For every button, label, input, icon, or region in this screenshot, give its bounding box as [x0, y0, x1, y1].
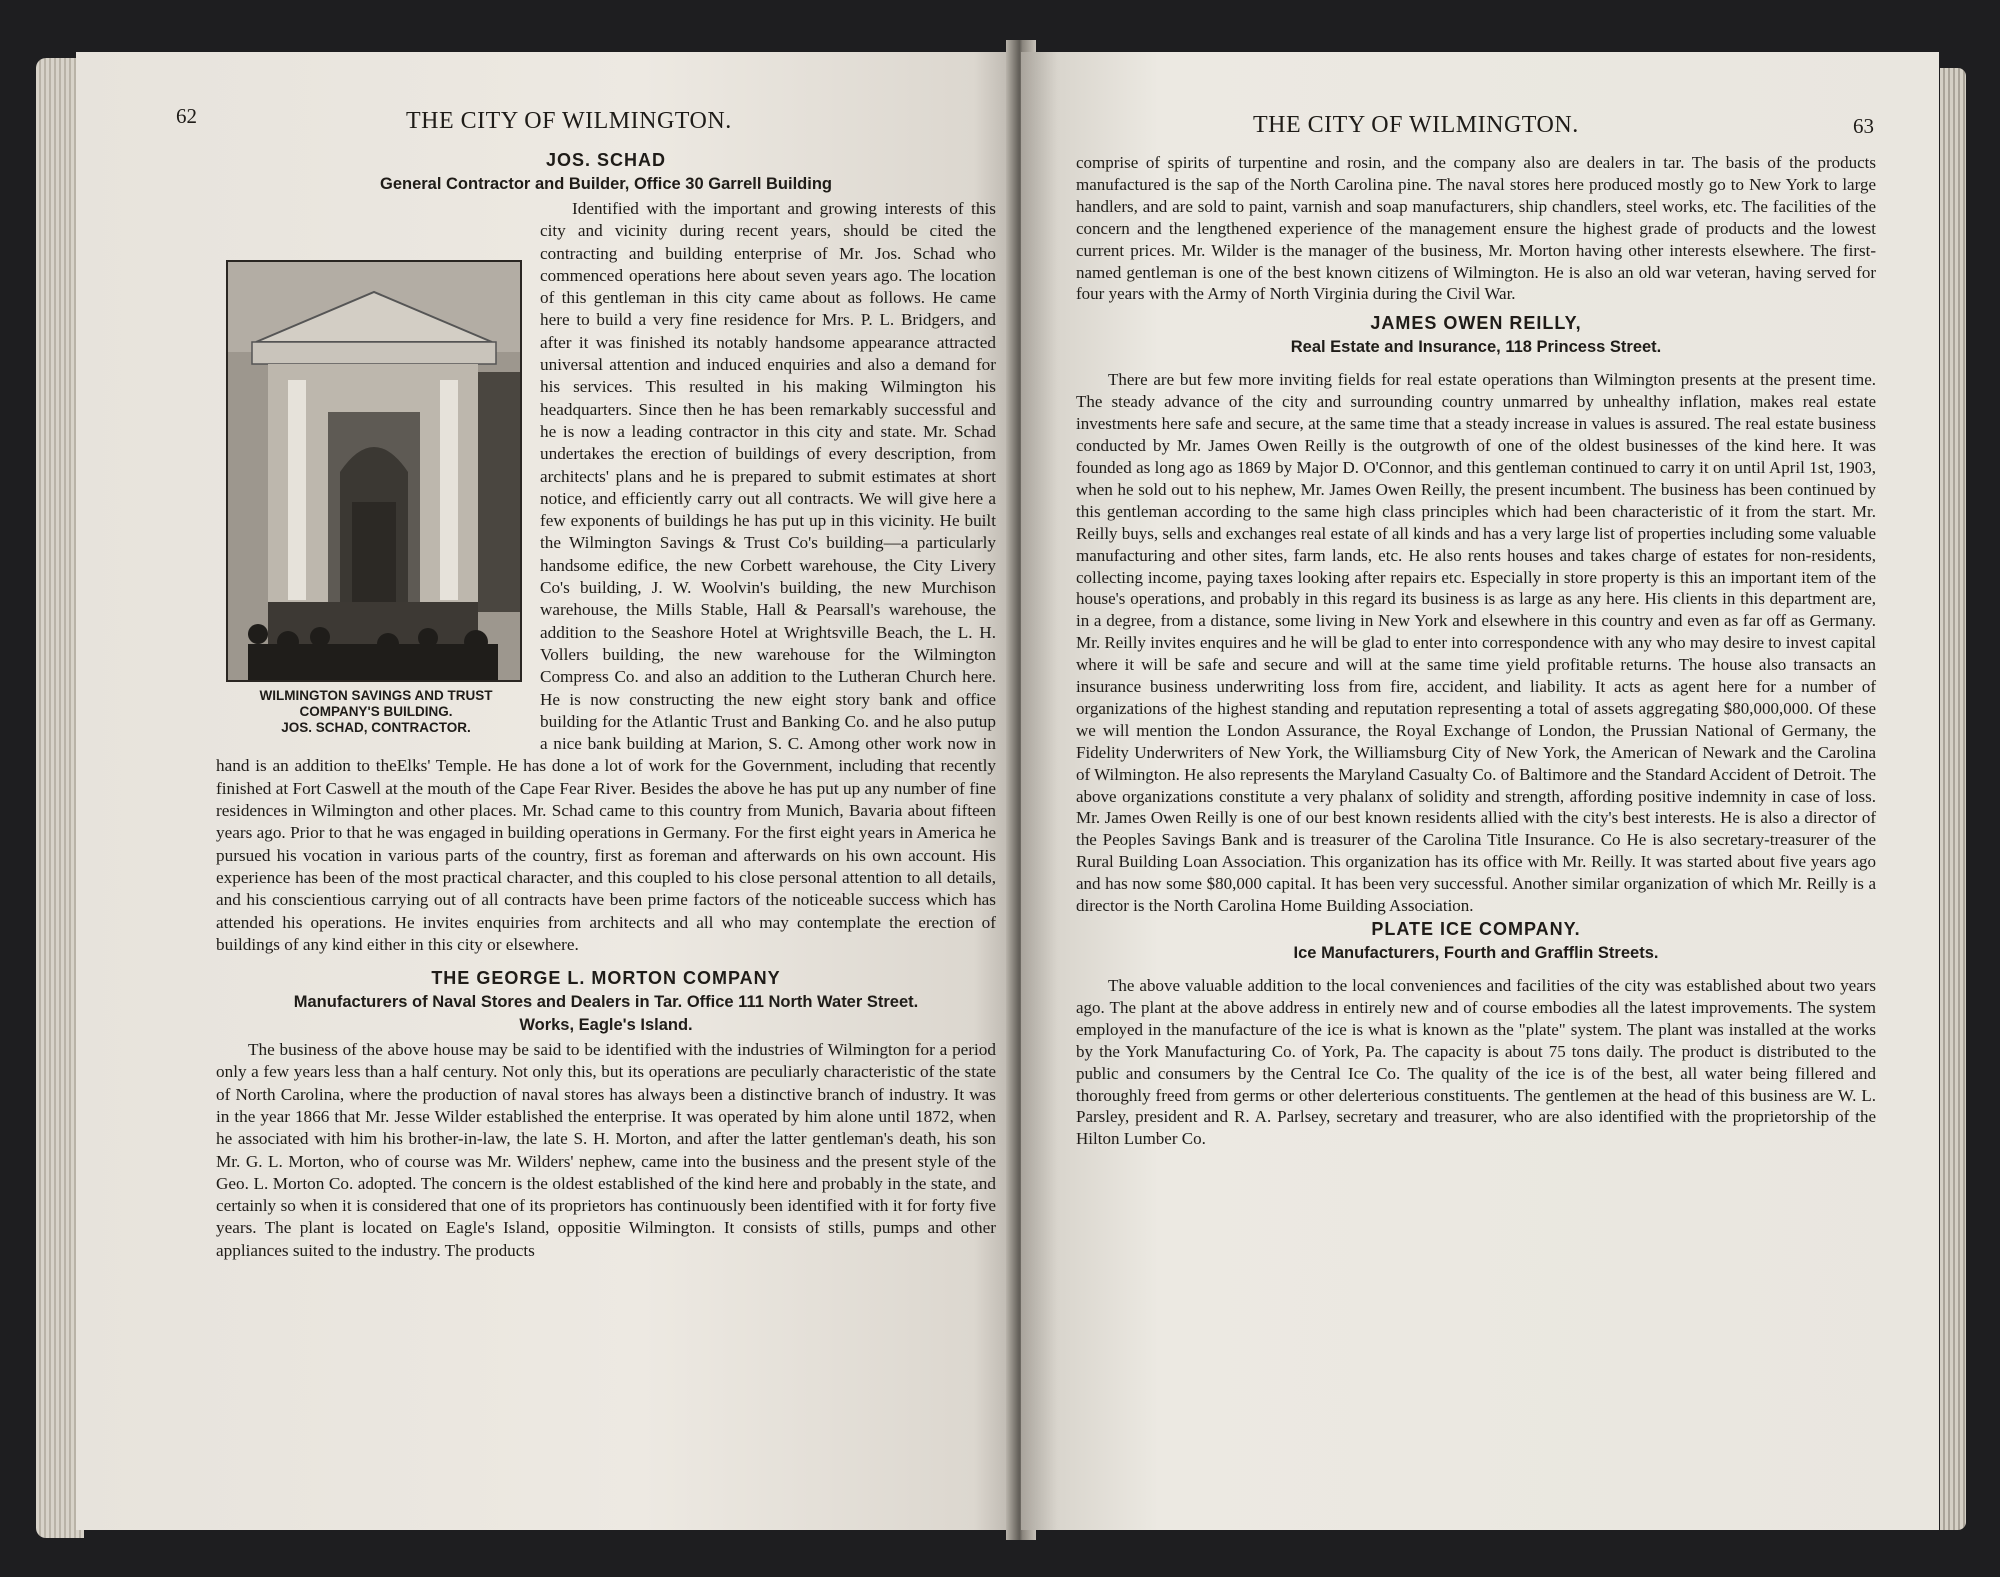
page-number: 63	[1853, 114, 1874, 138]
section-heading: JAMES OWEN REILLY,	[1370, 313, 1582, 334]
body-paragraph: The above valuable addition to the local conveniences and facilities of the city was established about two years ago. The plant at the above address in entirely new and of course embodies all the latest improvements. The system employed in the manufacture of the ice is what is known as the "plate" system. The plant was installed at the works by the York Manufacturing Co. of York, Pa. The capacity is about 75 tons daily. The product is distributed to the public and consumers by the Central Ice Co. The quality of the ice is of the best, all water being fillered and thoroughly freed from germs or other delerterious constituents. The gentlemen at the head of this business are W. L. Parsley, president and R. A. Parlsey, secretary and treasurer, who are also identified with the proprietorship of the Hilton Lumber Co.	[1076, 976, 1876, 1149]
body-paragraph: There are but few more inviting fields for real estate operations than Wilmington presents at the present time. The steady advance of the city and surrounding country unmarred by unhealthy inflation, makes real estate investments here safe and secure, at the same time that a steady increase in values is assured. The real estate business conducted by Mr. James Owen Reilly is the outgrowth of one of the oldest businesses of the kind here. It was founded as long ago as 1869 by Major D. O'Connor, and this gentleman continued to carry it on until April 1st, 1903, when he sold out to his nephew, Mr. James Owen Reilly, the present incumbent. The business has been continued by this gentleman according to the same high class principles which had been characteristic of it from the start. Mr. Reilly buys, sells and exchanges real estate of all kinds and has a very large list of properties including some valuable manufacturing and other sites, farm lands, etc. He also rents houses and takes charge of estates for non-residents, collecting income, paying taxes looking after repairs etc. Especially in store property is this an important item of the house's operations, and probably in this regard its business is as large as any here. His clients in this department are, in a degree, from a distance, some living in New York and elsewhere in this country and even as far off as Germany. Mr. Reilly invites enquires and he will be glad to enter into correspondence with any who may desire to invest capital where it will be safe and secure and will at the same time yield profitable returns. The house also transacts an insurance business underwriting loss from fire, accident, and liability. It acts as agent here for a number of organizations of the highest standing and reputation representing a total of assets aggregating $80,000,000. Of these we will mention the London Assurance, the Royal Exchange of London, the Prussian National of Germany, the Fidelity Underwriters of New York, the Williamsburg City of New York, the American of Newark and the Carolina of Wilmington. He also represents the Maryland Casualty Co. of Baltimore and the Standard Accident of Detroit. The above organizations constitute a very phalanx of solidity and strength, affording positive indemnity in case of loss. Mr. James Owen Reilly is one of our best known residents allied with the city's best interests. He is also a director of the Peoples Savings Bank and is treasurer of the Carolina Title Insurance. Co He is also secretary-treasurer of the Rural Building Loan Association. This organization has its office with Mr. Reilly. It was started about five years ago and has now some $80,000 capital. It has been very successful. Another similar organization of which Mr. Reilly is a director is the North Carolina Home Building Association.	[1076, 370, 1876, 916]
left-column	[216, 150, 996, 1262]
open-book	[36, 40, 1966, 1540]
body-paragraph: The business of the above house may be said to be identified with the industries of Wilmington for a period only a few years less than a half century. Not only this, but its operations are peculiarly characteristic of the state of North Carolina, where the production of naval stores has always been a distinctive branch of industry. It was in the year 1866 that Mr. Jesse Wilder established the enterprise. It was operated by him alone until 1872, when he associated with him his brother-in-law, the late S. H. Morton, and after the latter gentleman's death, his son Mr. G. L. Morton, who of course was Mr. Wilders' nephew, came into the business and the present style of the Geo. L. Morton Co. adopted. The concern is the oldest established of the kind here and probably in the state, and certainly so when it is considered that one of its proprietors has continuously been identified with it for forty five years. The plant is located on Eagle's Island, oppositie Wilmington. It consists of stills, pumps and other appliances suited to the industry. The products	[216, 1040, 996, 1260]
body-paragraph: comprise of spirits of turpentine and rosin, and the company also are dealers in tar. The basis of the products manufactured is the sap of the North Carolina pine. The naval stores here produced mostly go to New York to large handlers, and are sold to paint, varnish and soap manufacturers, ship chandlers, steel works, etc. The facilities of the concern and the lengthened experience of the management ensure the highest grade of products and the lowest current prices. Mr. Wilder is the manager of the business, Mr. Morton having other interests elsewhere. The first-named gentleman is one of the best known citizens of Wilmington. He is also an old war veteran, having served for four years with the Army of North Virginia during the Civil War.	[1076, 153, 1876, 304]
section-subheading: General Contractor and Builder, Office 30 Garrell Building	[379, 175, 833, 193]
caption-line: WILMINGTON SAVINGS AND TRUST	[259, 688, 493, 703]
page-edges-right	[1940, 68, 1966, 1530]
caption-line: JOS. SCHAD, CONTRACTOR.	[281, 720, 471, 735]
page-number: 62	[176, 104, 197, 128]
left-page-header	[176, 102, 1021, 148]
left-page	[76, 52, 1021, 1530]
section-subheading: Manufacturers of Naval Stores and Dealers in Tar. Office 111 North Water Street.	[293, 993, 919, 1012]
running-title: THE CITY OF WILMINGTON.	[406, 108, 732, 134]
right-column	[1076, 152, 1876, 1150]
section-heading: THE GEORGE L. MORTON COMPANY	[431, 968, 781, 989]
section-heading: PLATE ICE COMPANY.	[1371, 919, 1581, 939]
building-photo	[226, 260, 522, 682]
section-subheading: Works, Eagle's Island.	[519, 1016, 693, 1035]
figure-caption	[226, 688, 526, 736]
building-figure	[226, 260, 526, 736]
right-page	[1021, 52, 1939, 1530]
running-title: THE CITY OF WILMINGTON.	[1253, 112, 1579, 138]
right-page-header	[1076, 110, 1939, 152]
building-illustration	[228, 262, 520, 680]
body-paragraph: Identified with the important and growing interests of this city and vicinity during recent years, should be cited the contracting and building enterprise of Mr. Jos. Schad who commenced operations here about seven years ago. The location of this gentleman in this city came about as follows. He came here to build a very fine residence for Mrs. P. L. Bridgers, and after it was finished its notably handsome appearance attracted universal attention and induced enquiries and also a demand for his services. This resulted in his making Wilmington his headquarters. Since then he has been remarkably successful and he is now a leading contractor in this city and state. Mr. Schad undertakes the erection of buildings of every description, from architects' plans and he is prepared to submit estimates at short notice, and efficiently carry out all contracts. We will give here a few exponents of buildings he has put up in this vicinity. He built the Wilmington Savings & Trust Co's building—a particularly handsome edifice, the new Corbett warehouse, the City Livery Co's building, J. W. Woolvin's building, the new Murchison warehouse, the Mills Stable, Hall & Pearsall's warehouse, the addition to the Seashore Hotel at Wrightsville Beach, the L. H. Vollers building, the new warehouse for the Wilmington Compress Co. and also an addition to the Lutheran Church here. He is now constructing the new eight story bank and office building for the Atlantic Trust and Banking Co. and he also putup a nice bank building at Marion, S. C. Among other work now in hand is an addition to theElks' Temple. He has done a lot of work for the Government, including that recently finished at Fort Caswell at the mouth of the Cape Fear River. Besides the above he has put up any number of fine residences in Wilmington and other places. Mr. Schad came to this country from Munich, Bavaria about fifteen years ago. Prior to that he was engaged in building operations in Germany. For the first eight years in America he pursued his vocation in various parts of the country, first as foreman and afterwards on his own account. His experience has been of the most practical character, and this coupled to his close personal attention to all details, and his conscientious carrying out of all contracts have been prime factors of the noticeable success which has attended his operations. He invites enquiries from architects and all who may contemplate the erection of buildings of any kind either in this city or elsewhere.	[216, 199, 996, 954]
section-heading: JOS. SCHAD	[545, 150, 667, 170]
section-subheading: Ice Manufacturers, Fourth and Grafflin Streets.	[1293, 944, 1659, 962]
caption-line: COMPANY'S BUILDING.	[299, 704, 453, 719]
section-subheading: Real Estate and Insurance, 118 Princess Street.	[1290, 338, 1662, 357]
